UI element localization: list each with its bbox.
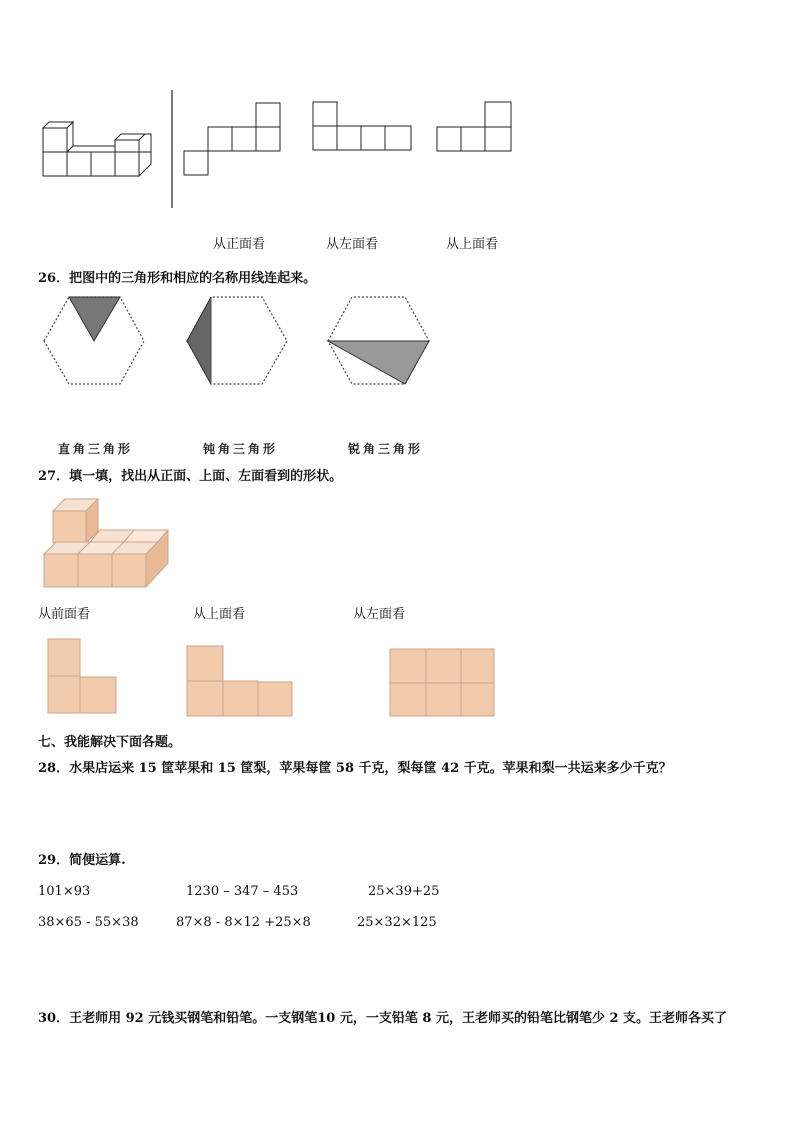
q27-view-label-left: 从左面看: [353, 607, 406, 622]
q26-question: 26．把图中的三角形和相应的名称用线连起来。: [38, 271, 317, 286]
q26-name-obtuse-triangle: 钝角三角形: [203, 442, 279, 456]
q29-expression-1: 101×93: [38, 884, 91, 899]
q25-view-label-top: 从上面看: [446, 237, 499, 252]
q27-question: 27．填一填，找出从正面、上面、左面看到的形状。: [38, 469, 343, 484]
q28-question: 28．水果店运来 15 筐苹果和 15 筐梨，苹果每筐 58 千克，梨每筐 42 千克。苹果和梨一共运来多少千克？: [38, 761, 672, 776]
q27-view-label-front: 从前面看: [38, 607, 91, 622]
q25-view-label-left: 从左面看: [326, 237, 379, 252]
q29-expression-2: 1230 – 347 – 453: [186, 884, 299, 899]
section-7-heading: 七、我能解决下面各题。: [38, 735, 182, 750]
q29-expression-5: 87×8 - 8×12 +25×8: [176, 915, 311, 930]
q25-view-label-front: 从正面看: [213, 237, 266, 252]
q29-question: 29．简便运算.: [38, 853, 126, 868]
q30-question: 30．王老师用 92 元钱买钢笔和铅笔。一支钢笔10 元，一支铅笔 8 元，王老师买的铅笔比钢笔少 2 支。王老师各买了: [38, 1011, 728, 1026]
q27-view-label-top: 从上面看: [193, 607, 246, 622]
q26-name-right-triangle: 直角三角形: [58, 442, 134, 456]
q29-expression-3: 25×39+25: [368, 884, 440, 899]
q29-expression-4: 38×65 - 55×38: [38, 915, 139, 930]
q26-name-acute-triangle: 锐角三角形: [348, 442, 424, 456]
q29-expression-6: 25×32×125: [357, 915, 437, 930]
